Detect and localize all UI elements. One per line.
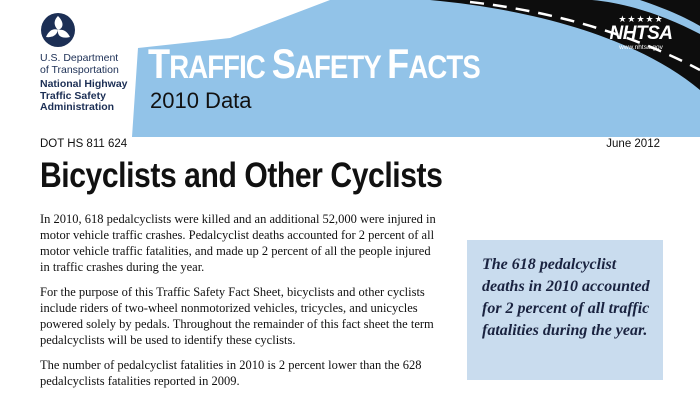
body-text: [40, 211, 440, 398]
series-title-part: T: [148, 40, 170, 87]
agency-line-1: National Highway: [40, 78, 128, 90]
dept-line-1: U.S. Department: [40, 52, 119, 64]
agency-line-3: Administration: [40, 101, 115, 113]
dot-triskelion-icon: [40, 12, 76, 48]
dept-line-2: of Transportation: [40, 63, 119, 76]
paragraph: In 2010, 618 pedalcyclists were killed and an additional 52,000 were injured in motor vehicle traffic crashes. Pedalcyclist deaths accounted for 2 percent of all motor vehicle traffic fatalities, and made up 2 percent of all the people injured in traffic crashes during the year.: [40, 212, 436, 274]
data-year-subtitle: 2010 Data: [150, 88, 252, 113]
series-title: [148, 40, 480, 88]
nhtsa-url: www.nhtsa.gov: [619, 44, 663, 51]
agency-line-2: Traffic Safety: [40, 89, 106, 102]
header-banner: [0, 0, 700, 137]
series-title-part: S: [271, 40, 295, 87]
publication-date: June 2012: [606, 138, 660, 150]
callout-box: The 618 pedalcyclist deaths in 2010 accounted for 2 percent of all traffic fatalities during the year.: [467, 240, 663, 380]
series-title-part: F: [387, 40, 409, 87]
paragraph: The number of pedalcyclist fatalities in 2010 is 2 percent lower than the 628 pedalcyclists fatalities reported in 2009.: [40, 358, 422, 388]
doc-number: DOT HS 811 624: [40, 138, 128, 150]
series-title-part: ACTS: [408, 49, 480, 85]
series-title-part: RAFFIC: [169, 49, 272, 85]
nhtsa-wordmark: NHTSA: [609, 23, 673, 44]
series-title-part: AFETY: [294, 49, 388, 85]
nhtsa-logo: [606, 14, 676, 52]
paragraph: For the purpose of this Traffic Safety Fact Sheet, bicyclists and other cyclists include riders of two-wheel nonmotorized vehicles, tricycles, and unicycles powered solely by pedals. Throughout the remainder of this fact sheet the term pedalcyclists will be used to identify these cyclists.: [40, 285, 434, 347]
page-title: Bicyclists and Other Cyclists: [40, 156, 443, 195]
stars-icon: ★★★★★: [618, 14, 664, 24]
agency-name: [40, 53, 128, 114]
